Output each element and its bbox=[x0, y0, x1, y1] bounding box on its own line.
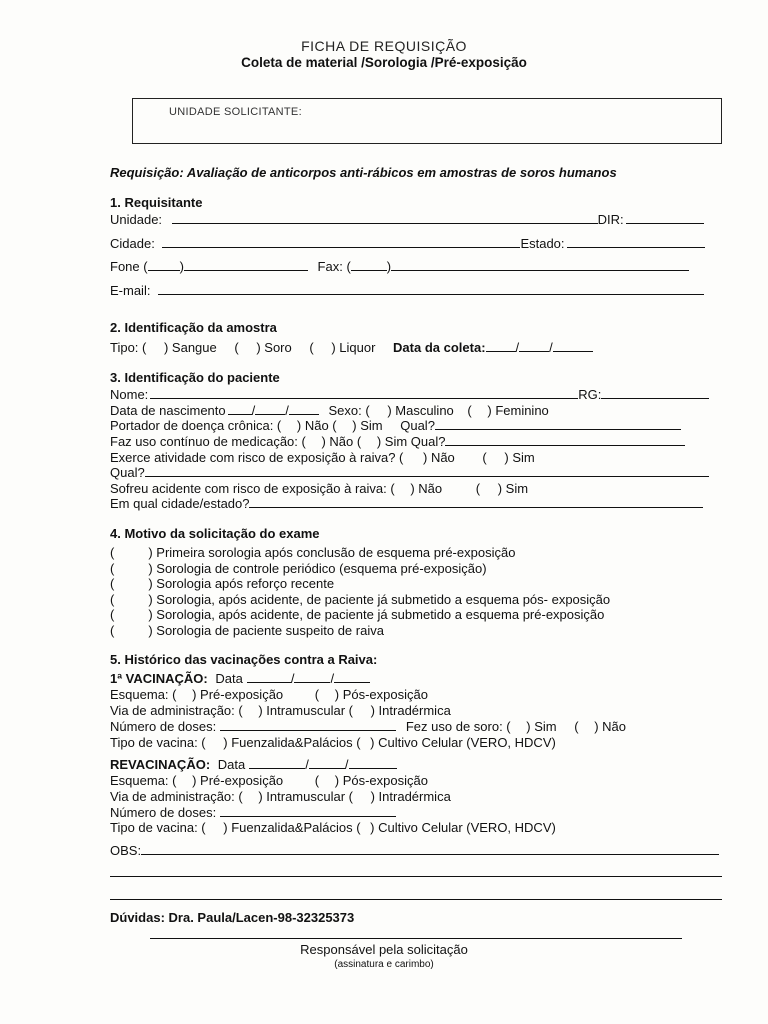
soro-label: Fez uso de soro: ( bbox=[405, 719, 511, 734]
fone-field[interactable] bbox=[184, 259, 308, 271]
nasc-year-field[interactable] bbox=[289, 403, 319, 415]
sexo-feminino[interactable]: ) Feminino bbox=[487, 403, 549, 418]
acidente-nao[interactable]: ) Não bbox=[410, 481, 443, 496]
slash: / bbox=[285, 403, 289, 418]
revacinacao-row[interactable] bbox=[110, 757, 397, 772]
rg-label: RG: bbox=[578, 387, 602, 402]
motivo-option-label: ) Sorologia, após acidente, de paciente já submetido a esquema pós- exposição bbox=[148, 592, 611, 607]
open-paren: ( bbox=[110, 576, 115, 591]
section-1-heading: 1. Requisitante bbox=[110, 195, 203, 210]
coleta-month-field[interactable] bbox=[519, 340, 549, 352]
doses-field[interactable] bbox=[220, 719, 396, 731]
slash: / bbox=[515, 340, 520, 355]
motivo-option-label: ) Sorologia de paciente suspeito de raiva bbox=[148, 623, 384, 638]
estado-field[interactable] bbox=[567, 236, 705, 248]
cidade-estado-row[interactable] bbox=[110, 496, 703, 511]
tipo-liquor[interactable]: ) Liquor bbox=[331, 340, 376, 355]
motivo-option-label: ) Sorologia após reforço recente bbox=[148, 576, 335, 591]
revacinacao-label: REVACINAÇÃO: bbox=[110, 757, 211, 772]
medicacao-qual-field[interactable] bbox=[445, 434, 685, 446]
tipo-cultivo[interactable]: ) Cultivo Celular (VERO, HDCV) bbox=[370, 735, 556, 750]
sexo-label: Sexo: ( bbox=[328, 403, 370, 418]
tipo-row[interactable] bbox=[110, 340, 593, 355]
revac-tipo-row[interactable] bbox=[110, 820, 556, 835]
vac1-tipo-row[interactable] bbox=[110, 735, 556, 750]
acidente-label: Sofreu acidente com risco de exposição à raiva: ( bbox=[110, 481, 395, 496]
obs-line[interactable] bbox=[110, 876, 722, 877]
via-im[interactable]: ) Intramuscular ( bbox=[258, 789, 353, 804]
tipo-liquor-open: ( bbox=[309, 340, 314, 355]
esquema-pos-open: ( bbox=[314, 687, 320, 702]
esquema-pos-open: ( bbox=[314, 773, 320, 788]
doses-field[interactable] bbox=[220, 805, 396, 817]
tipo-vacina-label: Tipo de vacina: ( bbox=[110, 735, 206, 750]
esquema-pos[interactable]: ) Pós-exposição bbox=[334, 773, 428, 788]
open-paren: ( bbox=[110, 607, 115, 622]
slash: / bbox=[330, 671, 335, 686]
estado-label: Estado: bbox=[520, 236, 565, 251]
atividade-row[interactable] bbox=[110, 450, 535, 465]
signature-sublabel: (assinatura e carimbo) bbox=[334, 959, 434, 970]
tipo-vacina-label: Tipo de vacina: ( bbox=[110, 820, 206, 835]
section-3-heading: 3. Identificação do paciente bbox=[110, 370, 280, 385]
acidente-row[interactable] bbox=[110, 481, 528, 496]
form-title: FICHA DE REQUISIÇÃO bbox=[301, 38, 467, 54]
coleta-year-field[interactable] bbox=[553, 340, 593, 352]
coleta-day-field[interactable] bbox=[486, 340, 516, 352]
unidade-row[interactable] bbox=[110, 212, 704, 227]
open-paren: ( bbox=[110, 592, 115, 607]
slash: / bbox=[344, 757, 349, 772]
medicacao-sim-qual[interactable]: ) Sim Qual? bbox=[376, 434, 446, 449]
obs-row[interactable] bbox=[110, 843, 719, 858]
requisition-purpose: Requisição: Avaliação de anticorpos anti-rábicos em amostras de soros humanos bbox=[110, 165, 617, 180]
cidade-row[interactable] bbox=[110, 236, 705, 251]
nome-field[interactable] bbox=[150, 387, 578, 399]
atividade-sim-open: ( bbox=[482, 450, 487, 465]
vac1-esquema-row[interactable] bbox=[110, 687, 428, 702]
doenca-qual-field[interactable] bbox=[435, 418, 681, 430]
doenca-qual-label: Qual? bbox=[400, 418, 435, 433]
open-paren: ( bbox=[110, 561, 115, 576]
via-im[interactable]: ) Intramuscular ( bbox=[258, 703, 353, 718]
fax-label: Fax: ( bbox=[317, 259, 351, 274]
motivo-option[interactable] bbox=[110, 576, 334, 591]
atividade-sim[interactable]: ) Sim bbox=[504, 450, 535, 465]
rg-field[interactable] bbox=[601, 387, 709, 399]
contact-line: Dúvidas: Dra. Paula/Lacen-98-32325373 bbox=[110, 910, 355, 925]
slash: / bbox=[290, 671, 295, 686]
tipo-soro-open: ( bbox=[234, 340, 239, 355]
revac-esquema-row[interactable] bbox=[110, 773, 428, 788]
revac-via-row[interactable] bbox=[110, 789, 451, 804]
sexo-fem-open: ( bbox=[467, 403, 472, 418]
esquema-label: Esquema: ( bbox=[110, 773, 177, 788]
atividade-nao[interactable]: ) Não bbox=[423, 450, 455, 465]
section-2-heading: 2. Identificação da amostra bbox=[110, 320, 277, 335]
vac1-day-field[interactable] bbox=[247, 671, 291, 683]
fone-label: Fone ( bbox=[110, 259, 148, 274]
slash: / bbox=[251, 403, 256, 418]
tipo-fuenzalida[interactable]: ) Fuenzalida&Palácios ( bbox=[223, 735, 361, 750]
unit-box[interactable] bbox=[132, 98, 722, 144]
section-4-heading: 4. Motivo da solicitação do exame bbox=[110, 526, 320, 541]
fax-paren: ) bbox=[386, 259, 392, 274]
tipo-label: Tipo: ( bbox=[110, 340, 147, 355]
doenca-nao[interactable]: ) Não ( bbox=[296, 418, 337, 433]
form-subtitle: Coleta de material /Sorologia /Pré-exposição bbox=[241, 55, 527, 70]
via-label: Via de administração: ( bbox=[110, 703, 243, 718]
via-id[interactable]: ) Intradérmica bbox=[370, 789, 451, 804]
tipo-cultivo[interactable]: ) Cultivo Celular (VERO, HDCV) bbox=[370, 820, 556, 835]
vac1-doses-row[interactable] bbox=[110, 719, 626, 734]
tipo-fuenzalida[interactable]: ) Fuenzalida&Palácios ( bbox=[223, 820, 361, 835]
esquema-label: Esquema: ( bbox=[110, 687, 177, 702]
soro-nao-open: ( bbox=[574, 719, 579, 734]
revac-month-field[interactable] bbox=[309, 757, 345, 769]
motivo-option[interactable] bbox=[110, 545, 515, 560]
tipo-sangue[interactable]: ) Sangue bbox=[163, 340, 217, 355]
vacinacao-1-label: 1ª VACINAÇÃO: bbox=[110, 671, 208, 686]
vac1-via-row[interactable] bbox=[110, 703, 451, 718]
doses-label: Número de doses: bbox=[110, 719, 217, 734]
revac-year-field[interactable] bbox=[349, 757, 397, 769]
via-id[interactable]: ) Intradérmica bbox=[370, 703, 451, 718]
motivo-option-label: ) Primeira sorologia após conclusão de esquema pré-exposição bbox=[148, 545, 516, 560]
nome-row[interactable] bbox=[110, 387, 709, 402]
motivo-option[interactable] bbox=[110, 607, 604, 622]
sexo-masculino[interactable]: ) Masculino bbox=[387, 403, 454, 418]
motivo-option[interactable] bbox=[110, 623, 384, 638]
fax-ddd-field[interactable] bbox=[351, 259, 387, 271]
vacinacao-1-row[interactable] bbox=[110, 671, 370, 686]
unit-box-label: UNIDADE SOLICITANTE: bbox=[169, 106, 302, 118]
nome-label: Nome: bbox=[110, 387, 149, 402]
nascimento-row[interactable] bbox=[110, 403, 549, 418]
vac1-year-field[interactable] bbox=[334, 671, 370, 683]
vac1-data-label: Data bbox=[215, 671, 243, 686]
fone-fax-row[interactable] bbox=[110, 259, 689, 274]
nasc-day-field[interactable] bbox=[228, 403, 252, 415]
signature-line[interactable] bbox=[150, 938, 682, 939]
nasc-month-field[interactable] bbox=[255, 403, 285, 415]
dir-label: DIR: bbox=[597, 212, 624, 227]
vac1-month-field[interactable] bbox=[294, 671, 330, 683]
esquema-pos[interactable]: ) Pós-exposição bbox=[334, 687, 428, 702]
dir-field[interactable] bbox=[626, 212, 704, 224]
email-row[interactable] bbox=[110, 283, 704, 298]
email-field[interactable] bbox=[158, 283, 704, 295]
motivo-option[interactable] bbox=[110, 592, 610, 607]
atividade-qual-label: Qual? bbox=[110, 465, 145, 480]
revac-day-field[interactable] bbox=[249, 757, 305, 769]
nascimento-label: Data de nascimento bbox=[110, 403, 226, 418]
signature-label: Responsável pela solicitação bbox=[300, 942, 468, 957]
slash: / bbox=[549, 340, 553, 355]
obs-field[interactable] bbox=[141, 843, 719, 855]
acidente-sim-open: ( bbox=[475, 481, 481, 496]
doenca-sim[interactable]: ) Sim bbox=[352, 418, 383, 433]
obs-line[interactable] bbox=[110, 899, 722, 900]
email-label: E-mail: bbox=[110, 283, 151, 298]
via-label: Via de administração: ( bbox=[110, 789, 243, 804]
unidade-field[interactable] bbox=[172, 212, 598, 224]
doenca-label: Portador de doença crônica: ( bbox=[110, 418, 282, 433]
open-paren: ( bbox=[110, 623, 115, 638]
doenca-row[interactable] bbox=[110, 418, 681, 433]
fone-paren: ) bbox=[179, 259, 184, 274]
esquema-pre[interactable]: ) Pré-exposição bbox=[192, 773, 284, 788]
atividade-qual-field[interactable] bbox=[145, 465, 709, 477]
section-5-heading: 5. Histórico das vacinações contra a Raiva: bbox=[110, 652, 378, 667]
medicacao-label: Faz uso contínuo de medicação: ( bbox=[110, 434, 306, 449]
atividade-label: Exerce atividade com risco de exposição à raiva? ( bbox=[110, 450, 404, 465]
revac-data-label: Data bbox=[217, 757, 246, 772]
doses-label: Número de doses: bbox=[110, 805, 217, 820]
revac-doses-row[interactable] bbox=[110, 805, 396, 820]
cidade-label: Cidade: bbox=[110, 236, 155, 251]
tipo-soro[interactable]: ) Soro bbox=[256, 340, 292, 355]
motivo-option-label: ) Sorologia, após acidente, de paciente já submetido a esquema pré-exposição bbox=[148, 607, 605, 622]
open-paren: ( bbox=[110, 545, 115, 560]
esquema-pre[interactable]: ) Pré-exposição bbox=[192, 687, 284, 702]
unidade-label: Unidade: bbox=[110, 212, 163, 227]
slash: / bbox=[305, 757, 309, 772]
medicacao-nao[interactable]: ) Não ( bbox=[321, 434, 362, 449]
soro-nao[interactable]: ) Não bbox=[594, 719, 626, 734]
obs-label: OBS: bbox=[110, 843, 142, 858]
cidade-field[interactable] bbox=[162, 236, 520, 248]
fax-field[interactable] bbox=[391, 259, 689, 271]
cidade-estado-label: Em qual cidade/estado? bbox=[110, 496, 250, 511]
cidade-estado-field[interactable] bbox=[249, 496, 703, 508]
medicacao-row[interactable] bbox=[110, 434, 685, 449]
soro-sim[interactable]: ) Sim bbox=[526, 719, 557, 734]
data-coleta-label: Data da coleta: bbox=[393, 340, 486, 355]
fone-ddd-field[interactable] bbox=[148, 259, 180, 271]
motivo-option[interactable] bbox=[110, 561, 487, 576]
atividade-qual-row[interactable] bbox=[110, 465, 709, 480]
motivo-option-label: ) Sorologia de controle periódico (esquema pré-exposição) bbox=[148, 561, 487, 576]
acidente-sim[interactable]: ) Sim bbox=[497, 481, 529, 496]
